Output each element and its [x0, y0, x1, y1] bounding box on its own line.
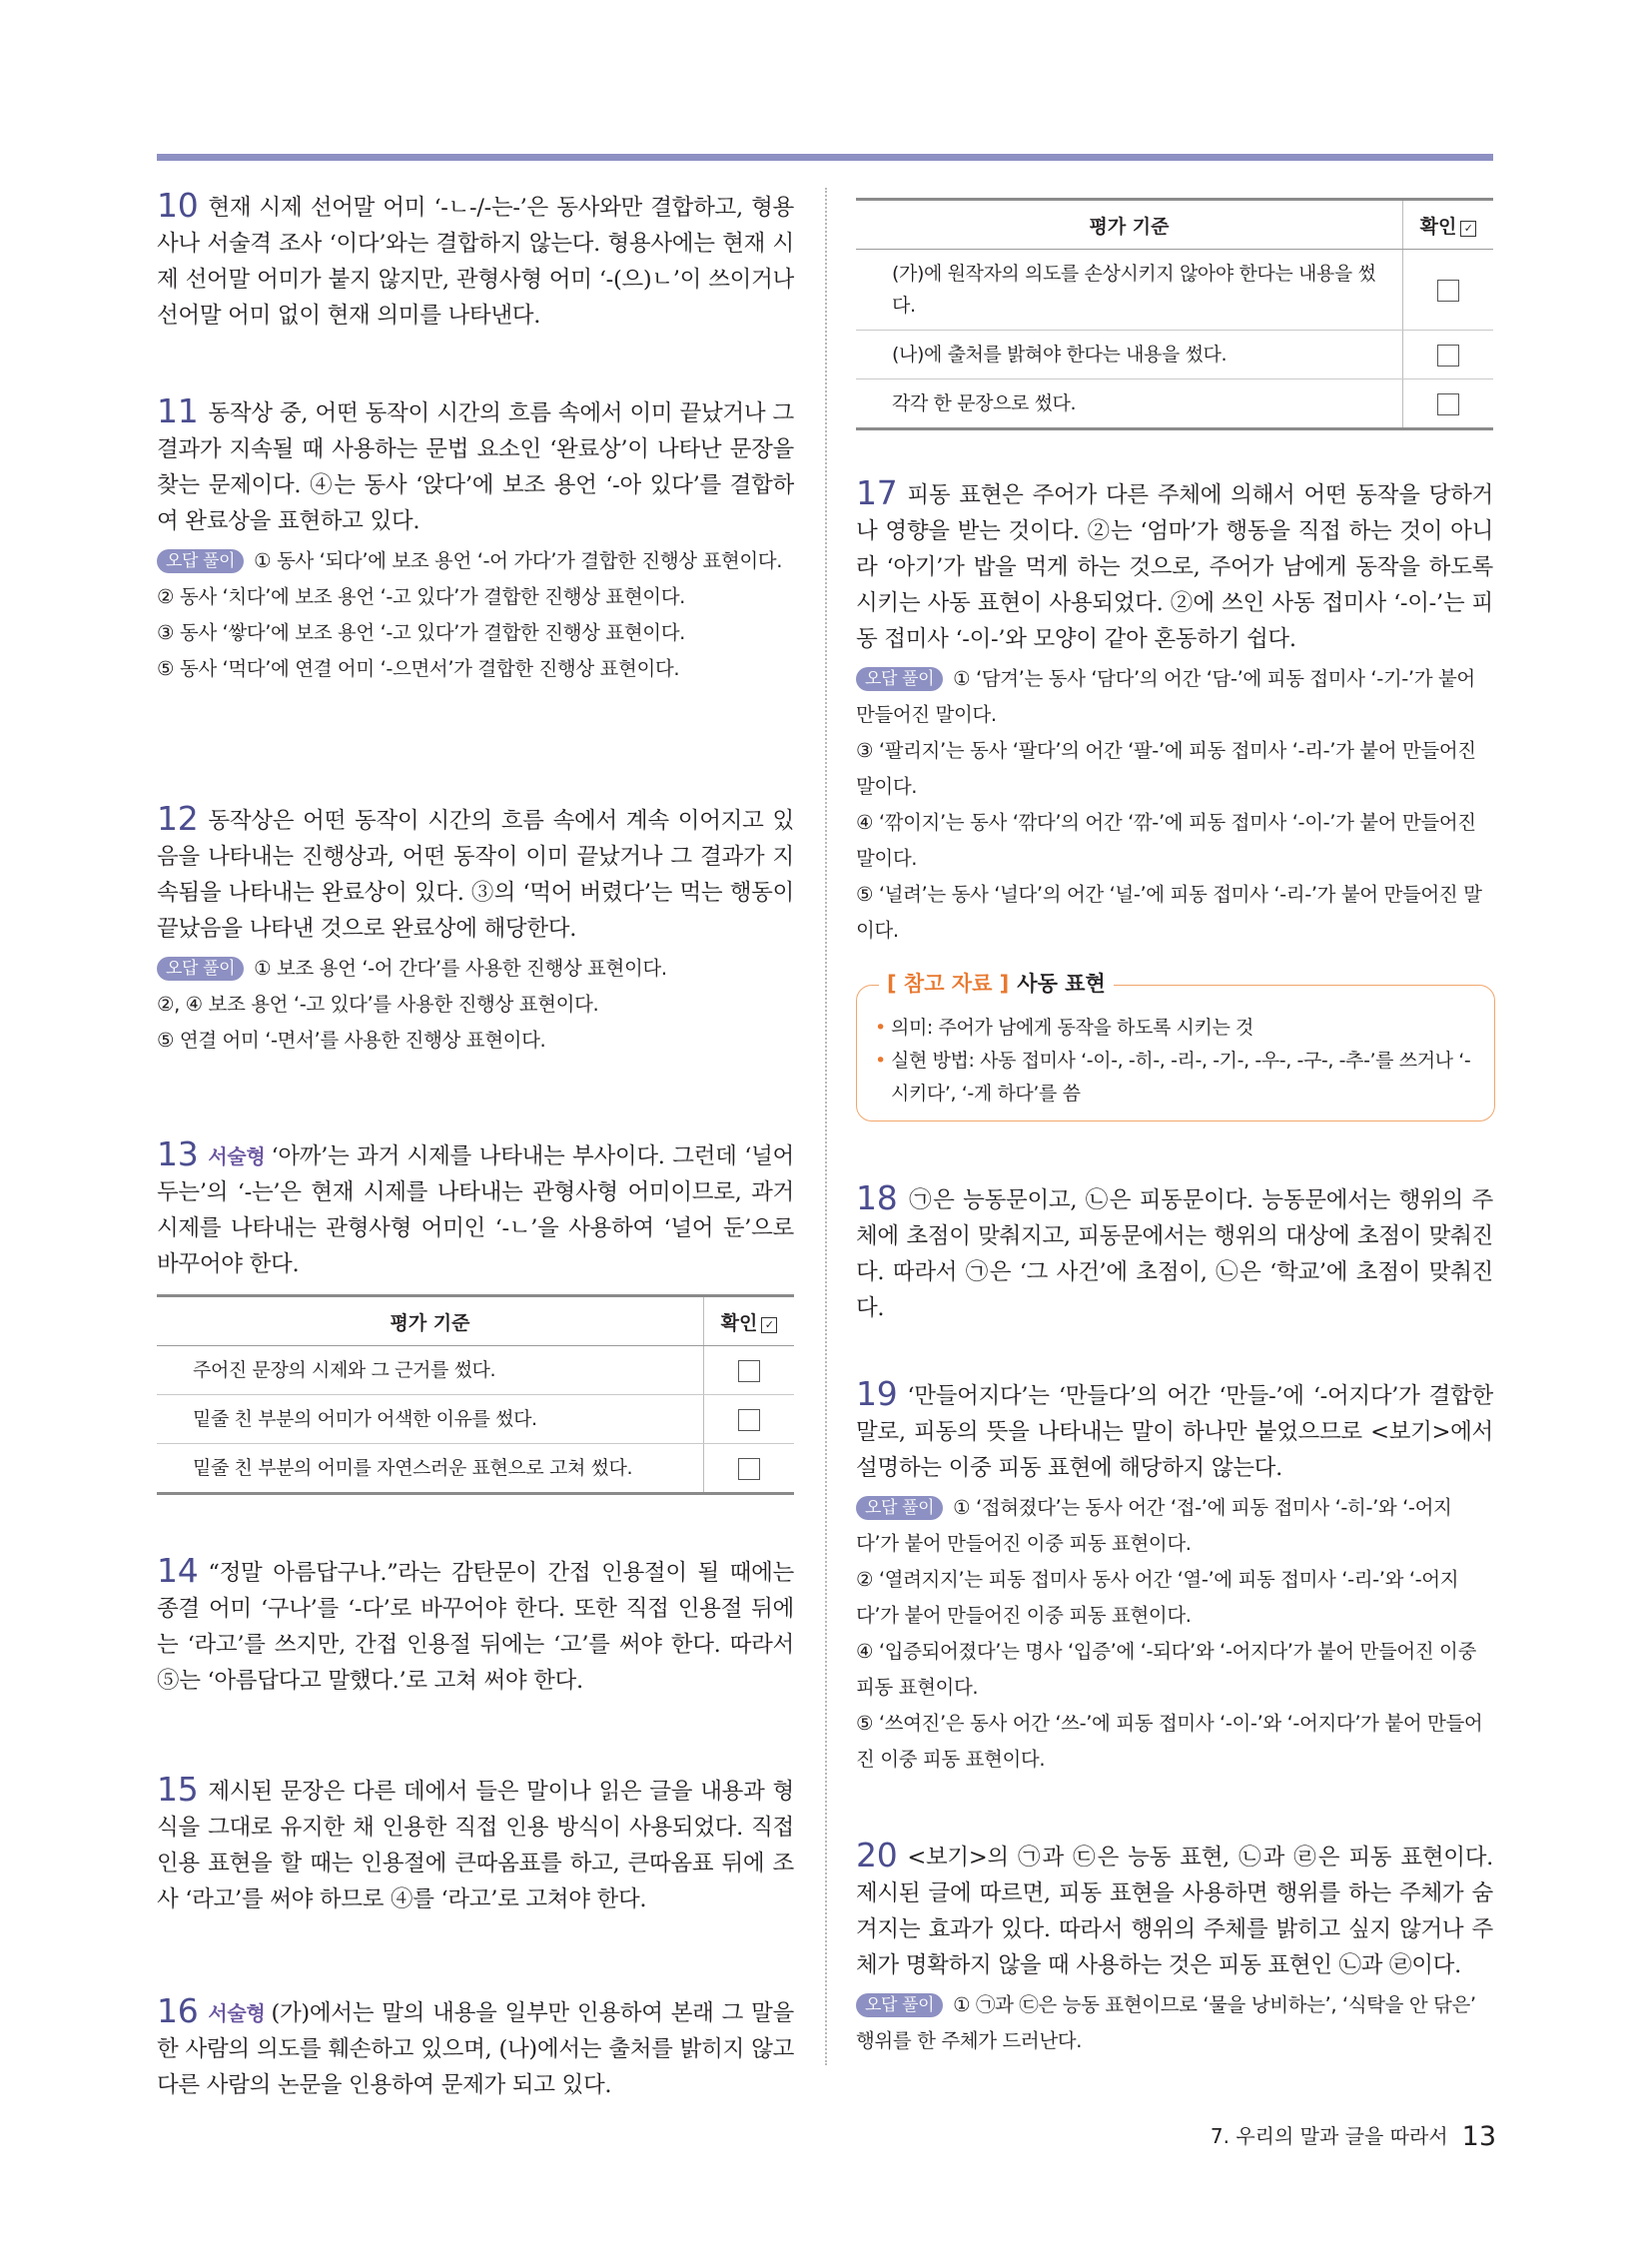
checkbox[interactable] [738, 1360, 760, 1382]
top-accent-bar [157, 154, 1493, 161]
question-number: 18 [856, 1178, 898, 1217]
question-number: 16 [157, 1991, 199, 2030]
reference-box [856, 972, 1495, 1121]
wrong-explanation: ⑤ ‘널려’는 동사 ‘널다’의 어간 ‘널-’에 피동 접미사 ‘-리-’가 붙어 만들어진 말이다. [856, 883, 1482, 942]
wrong-badge: 오답 풀이 [856, 1496, 943, 1520]
question-number: 19 [856, 1374, 898, 1413]
checkbox[interactable] [1437, 345, 1459, 367]
table-row: 주어진 문장의 시제와 그 근거를 썼다. [157, 1346, 794, 1395]
table-header-check: 확인 ✓ [704, 1296, 795, 1346]
page-footer [1211, 2120, 1496, 2152]
answer-text: 동작상은 어떤 동작이 시간의 흐름 속에서 계속 이어지고 있음을 나타내는 진행상과, 어떤 동작이 이미 끝났거나 그 결과가 지속됨을 나타내는 완료상이 있다. ③의 ‘먹어 버렸다’는 먹는 행동이 끝났음을 나타낸 것으로 완료상에 해당한다. [157, 808, 794, 942]
check-icon: ✓ [1460, 221, 1476, 237]
evaluation-table [157, 1294, 794, 1495]
answer-text: <보기>의 ㉠과 ㉢은 능동 표현, ㉡과 ㉣은 피동 표현이다. 제시된 글에 따르면, 피동 표현을 사용하면 행위를 하는 주체가 숨겨지는 효과가 있다. 따라서 행위의 주체를 밝히고 싶지 않거나 주체가 명확하지 않을 때 사용하는 것은 피동 표현인 ㉡과 ㉣이다. [856, 1845, 1493, 1978]
reference-title: [ 참고 자료 ] 사동 표현 [879, 968, 1114, 998]
question-number: 14 [157, 1551, 199, 1590]
column-divider [825, 188, 827, 2065]
question-number: 10 [157, 186, 199, 225]
wrong-explanation: ⑤ ‘쓰여진’은 동사 어간 ‘쓰-’에 피동 접미사 ‘-이-’와 ‘-어지다’가 붙어 만들어진 이중 피동 표현이다. [856, 1712, 1483, 1771]
answer-text: (가)에서는 말의 내용을 일부만 인용하여 본래 그 말을 한 사람의 의도를 훼손하고 있으며, (나)에서는 출처를 밝히지 않고 다른 사람의 논문을 인용하여 문제가 되고 있다. [157, 2000, 794, 2098]
wrong-badge: 오답 풀이 [157, 957, 244, 981]
wrong-explanation: ④ ‘입증되어졌다’는 명사 ‘입증’에 ‘-되다’와 ‘-어지다’가 붙어 만들어진 이중 피동 표현이다. [856, 1640, 1476, 1699]
evaluation-table [856, 198, 1493, 430]
table-row: 밑줄 친 부분의 어미가 어색한 이유를 썼다. [157, 1395, 794, 1444]
answer-text: ‘만들어지다’는 ‘만들다’의 어간 ‘만들-’에 ‘-어지다’가 결합한 말로, 피동의 뜻을 나타내는 말이 하나만 붙었으므로 <보기>에서 설명하는 이중 피동 표현에 해당하지 않는다. [856, 1383, 1493, 1481]
question-number: 17 [856, 473, 898, 512]
table-header-check: 확인 ✓ [1403, 200, 1494, 250]
answer-text: 동작상 중, 어떤 동작이 시간의 흐름 속에서 이미 끝났거나 그 결과가 지속될 때 사용하는 문법 요소인 ‘완료상’이 나타난 문장을 찾는 문제이다. ④는 동사 ‘앉다’에 보조 용언 ‘-아 있다’를 결합하여 완료상을 표현하고 있다. [157, 400, 794, 534]
wrong-badge: 오답 풀이 [157, 549, 244, 573]
question-number: 15 [157, 1770, 199, 1809]
wrong-explanation: ⑤ 동사 ‘먹다’에 연결 어미 ‘-으면서’가 결합한 진행상 표현이다. [157, 657, 680, 680]
wrong-badge: 오답 풀이 [856, 1993, 943, 2017]
question-number: 11 [157, 391, 199, 430]
list-item: • 의미: 주어가 남에게 동작을 하도록 시키는 것 [875, 1012, 1476, 1045]
answer-11 [157, 393, 794, 687]
descriptive-tag: 서술형 [208, 1144, 266, 1168]
wrong-explanation: ③ ‘팔리지’는 동사 ‘팔다’의 어간 ‘팔-’에 피동 접미사 ‘-리-’가 붙어 만들어진 말이다. [856, 739, 1476, 798]
answer-14 [157, 1553, 794, 1699]
wrong-explanation: ③ 동사 ‘쌓다’에 보조 용언 ‘-고 있다’가 결합한 진행상 표현이다. [157, 621, 685, 644]
answer-15 [157, 1772, 794, 1917]
answer-text: 현재 시제 선어말 어미 ‘-ㄴ-/-는-’은 동사와만 결합하고, 형용사나 서술격 조사 ‘이다’와는 결합하지 않는다. 형용사에는 현재 시제 선어말 어미가 붙지 않지만, 관형사형 어미 ‘-(으)ㄴ’이 쓰이거나 선어말 어미 없이 현재 의미를 나타낸다. [157, 195, 794, 329]
checkbox[interactable] [1437, 280, 1459, 302]
wrong-explanation: ④ ‘깎이지’는 동사 ‘깎다’의 어간 ‘깎-’에 피동 접미사 ‘-이-’가 붙어 만들어진 말이다. [856, 811, 1476, 870]
wrong-explanation: 오답 풀이 ① ㉠과 ㉢은 능동 표현이므로 ‘물을 낭비하는’, ‘식탁을 안 닦은’ 행위를 한 주체가 드러난다. [856, 1993, 1476, 2052]
reference-list [857, 1012, 1494, 1111]
wrong-explanation: ②, ④ 보조 용언 ‘-고 있다’를 사용한 진행상 표현이다. [157, 993, 599, 1016]
table-row: (나)에 출처를 밝혀야 한다는 내용을 썼다. [856, 331, 1493, 379]
answer-text: 피동 표현은 주어가 다른 주체에 의해서 어떤 동작을 당하거나 영향을 받는 것이다. ②는 ‘엄마’가 행동을 직접 하는 것이 아니라 ‘아기’가 밥을 먹게 하는 것으로, 주어가 남에게 동작을 하도록 시키는 사동 표현이 사용되었다. ②에 쓰인 사동 접미사 ‘-이-’는 피동 접미사 ‘-이-’와 모양이 같아 혼동하기 쉽다. [856, 482, 1493, 652]
table-header-criteria: 평가 기준 [157, 1296, 704, 1346]
wrong-badge: 오답 풀이 [856, 667, 943, 691]
wrong-explanation: 오답 풀이 ① 동사 ‘되다’에 보조 용언 ‘-어 가다’가 결합한 진행상 표현이다. [157, 543, 794, 579]
table-row: 각각 한 문장으로 썼다. [856, 379, 1493, 429]
checkbox[interactable] [1437, 393, 1459, 415]
question-number: 20 [856, 1836, 898, 1874]
wrong-explanation: 오답 풀이 ① ‘담겨’는 동사 ‘담다’의 어간 ‘담-’에 피동 접미사 ‘-기-’가 붙어 만들어진 말이다. [856, 667, 1475, 726]
question-number: 13 [157, 1134, 199, 1173]
answer-text: ㉠은 능동문이고, ㉡은 피동문이다. 능동문에서는 행위의 주체에 초점이 맞춰지고, 피동문에서는 행위의 대상에 초점이 맞춰진다. 따라서 ㉠은 ‘그 사건’에 초점이, ㉡은 ‘학교’에 초점이 맞춰진다. [856, 1187, 1493, 1321]
descriptive-tag: 서술형 [208, 2001, 266, 2025]
list-item: • 실현 방법: 사동 접미사 ‘-이-, -히-, -리-, -기-, -우-, -구-, -추-’를 쓰거나 ‘-시키다’, ‘-게 하다’를 씀 [875, 1045, 1476, 1111]
answer-20 [856, 1838, 1493, 2059]
checkbox[interactable] [738, 1409, 760, 1431]
answer-17 [856, 475, 1493, 949]
wrong-explanation: ② 동사 ‘치다’에 보조 용언 ‘-고 있다’가 결합한 진행상 표현이다. [157, 585, 685, 608]
checkbox[interactable] [738, 1458, 760, 1480]
answer-16 [157, 1993, 794, 2103]
check-icon: ✓ [761, 1317, 777, 1333]
answer-text: “정말 아름답구나.”라는 감탄문이 간접 인용절이 될 때에는 종결 어미 ‘구나’를 ‘-다’로 바꾸어야 한다. 또한 직접 인용절 뒤에는 ‘라고’를 쓰지만, 간접 인용절 뒤에는 ‘고’를 써야 한다. 따라서 ⑤는 ‘아름답다고 말했다.’로 고쳐 써야 한다. [157, 1560, 794, 1694]
wrong-explanation: 오답 풀이 ① ‘접혀졌다’는 동사 어간 ‘접-’에 피동 접미사 ‘-히-’와 ‘-어지다’가 붙어 만들어진 이중 피동 표현이다. [856, 1496, 1452, 1555]
evaluation-table-16 [856, 198, 1493, 430]
chapter-title: 7. 우리의 말과 글을 따라서 [1210, 2124, 1448, 2148]
answer-10 [157, 188, 794, 334]
wrong-explanation: ⑤ 연결 어미 ‘-면서’를 사용한 진행상 표현이다. [157, 1029, 546, 1052]
question-number: 12 [157, 799, 199, 838]
wrong-explanation: ② ‘열려지지’는 피동 접미사 동사 어간 ‘열-’에 피동 접미사 ‘-리-’와 ‘-어지다’가 붙어 만들어진 이중 피동 표현이다. [856, 1568, 1459, 1627]
wrong-explanation: 오답 풀이 ① 보조 용언 ‘-어 간다’를 사용한 진행상 표현이다. [157, 951, 794, 987]
table-header-criteria: 평가 기준 [856, 200, 1403, 250]
table-row: (가)에 원작자의 의도를 손상시키지 않아야 한다는 내용을 썼다. [856, 250, 1493, 331]
answer-18 [856, 1180, 1493, 1326]
answer-text: 제시된 문장은 다른 데에서 들은 말이나 읽은 글을 내용과 형식을 그대로 유지한 채 인용한 직접 인용 방식이 사용되었다. 직접 인용 표현을 할 때는 인용절에 큰따옴표를 하고, 큰따옴표 뒤에 조사 ‘라고’를 써야 하므로 ④를 ‘라고’로 고쳐야 한다. [157, 1779, 794, 1912]
answer-19 [856, 1376, 1493, 1778]
table-row: 밑줄 친 부분의 어미를 자연스러운 표현으로 고쳐 썼다. [157, 1444, 794, 1494]
answer-text: ‘아까’는 과거 시제를 나타내는 부사이다. 그런데 ‘널어 두는’의 ‘-는’은 현재 시제를 나타내는 관형사형 어미이므로, 과거 시제를 나타내는 관형사형 어미인 ‘-ㄴ’을 사용하여 ‘널어 둔’으로 바꾸어야 한다. [157, 1143, 794, 1277]
page-number: 13 [1461, 2121, 1496, 2152]
answer-13 [157, 1136, 794, 1495]
answer-12 [157, 801, 794, 1059]
